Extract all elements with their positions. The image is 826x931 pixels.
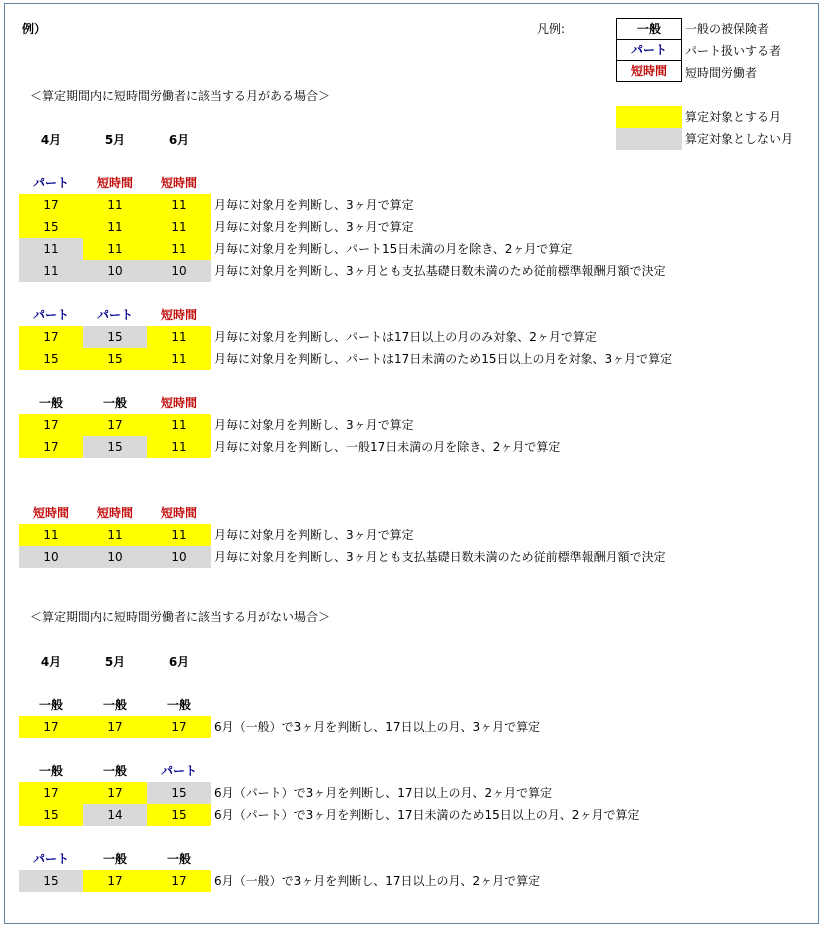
day-count-cell: 17: [83, 716, 147, 738]
day-count-cell: 11: [147, 348, 211, 370]
worker-type-label: パート: [32, 176, 69, 190]
section2-heading: ＜算定期間内に短時間労働者に該当する月がない場合＞: [30, 610, 331, 624]
row-description: 6月（一般）で3ヶ月を判断し、17日以上の月、3ヶ月で算定: [214, 720, 541, 734]
worker-type-label: 短時間: [96, 176, 133, 190]
day-count-cell: 17: [19, 436, 83, 458]
day-count-cell: 11: [19, 524, 83, 546]
day-count-cell: 15: [147, 782, 211, 804]
day-count-cell: 17: [83, 870, 147, 892]
worker-type-label: 一般: [102, 852, 127, 866]
worker-type-label: 短時間: [160, 396, 197, 410]
row-description: 月毎に対象月を判断し、3ヶ月で算定: [214, 198, 414, 212]
day-count-cell: 11: [147, 414, 211, 436]
legend-box-general: 一般: [616, 18, 682, 40]
worker-type-label: 短時間: [160, 506, 197, 520]
row-description: 月毎に対象月を判断し、一般17日未満の月を除き、2ヶ月で算定: [214, 440, 561, 454]
day-count-cell: 15: [19, 216, 83, 238]
section1-month-header: 5月: [104, 133, 126, 147]
legend-text-target: 算定対象とする月: [685, 110, 782, 124]
row-description: 月毎に対象月を判断し、パートは17日以上の月のみ対象、2ヶ月で算定: [214, 330, 597, 344]
day-count-cell: 11: [83, 238, 147, 260]
legend-swatch-nontarget: [616, 128, 682, 150]
worker-type-label: 一般: [102, 396, 127, 410]
section2-month-header: 6月: [168, 655, 190, 669]
section1-month-header: 4月: [40, 133, 62, 147]
day-count-cell: 11: [83, 524, 147, 546]
legend-text-nontarget: 算定対象としない月: [685, 132, 794, 146]
day-count-cell: 15: [147, 804, 211, 826]
row-description: 月毎に対象月を判断し、3ヶ月で算定: [214, 528, 414, 542]
day-count-cell: 17: [19, 194, 83, 216]
day-count-cell: 17: [19, 716, 83, 738]
worker-type-label: 短時間: [32, 506, 69, 520]
day-count-cell: 15: [83, 326, 147, 348]
day-count-cell: 15: [19, 870, 83, 892]
day-count-cell: 11: [147, 524, 211, 546]
legend-heading: 凡例:: [537, 22, 566, 36]
legend-box-part: パート: [616, 40, 682, 61]
worker-type-label: 一般: [102, 764, 127, 778]
day-count-cell: 10: [147, 260, 211, 282]
row-description: 月毎に対象月を判断し、パート15日未満の月を除き、2ヶ月で算定: [214, 242, 573, 256]
worker-type-label: 一般: [38, 764, 63, 778]
row-description: 月毎に対象月を判断し、3ヶ月で算定: [214, 418, 414, 432]
worker-type-label: パート: [96, 308, 133, 322]
day-count-cell: 11: [19, 238, 83, 260]
day-count-cell: 17: [147, 716, 211, 738]
worker-type-label: パート: [32, 308, 69, 322]
worker-type-label: 短時間: [160, 176, 197, 190]
worker-type-label: 一般: [102, 698, 127, 712]
section2-month-header: 5月: [104, 655, 126, 669]
day-count-cell: 17: [19, 782, 83, 804]
row-description: 月毎に対象月を判断し、3ヶ月で算定: [214, 220, 414, 234]
day-count-cell: 17: [83, 414, 147, 436]
legend-text-part: パート扱いする者: [685, 44, 782, 58]
day-count-cell: 11: [147, 436, 211, 458]
day-count-cell: 15: [19, 348, 83, 370]
day-count-cell: 11: [19, 260, 83, 282]
legend-text-short: 短時間労働者: [685, 66, 758, 80]
worker-type-label: 一般: [38, 396, 63, 410]
row-description: 月毎に対象月を判断し、パートは17日未満のため15日以上の月を対象、3ヶ月で算定: [214, 352, 673, 366]
day-count-cell: 10: [147, 546, 211, 568]
legend-box-short: 短時間: [616, 61, 682, 82]
day-count-cell: 17: [19, 414, 83, 436]
worker-type-label: パート: [160, 764, 197, 778]
day-count-cell: 11: [83, 194, 147, 216]
section1-month-header: 6月: [168, 133, 190, 147]
worker-type-label: 短時間: [160, 308, 197, 322]
worker-type-label: 一般: [38, 698, 63, 712]
legend-text-general: 一般の被保険者: [685, 22, 770, 36]
day-count-cell: 11: [147, 216, 211, 238]
day-count-cell: 10: [83, 546, 147, 568]
row-description: 6月（パート）で3ヶ月を判断し、17日以上の月、2ヶ月で算定: [214, 786, 553, 800]
row-description: 6月（パート）で3ヶ月を判断し、17日未満のため15日以上の月、2ヶ月で算定: [214, 808, 640, 822]
row-description: 6月（一般）で3ヶ月を判断し、17日以上の月、2ヶ月で算定: [214, 874, 541, 888]
day-count-cell: 15: [83, 436, 147, 458]
day-count-cell: 17: [19, 326, 83, 348]
worker-type-label: 一般: [166, 698, 191, 712]
day-count-cell: 11: [83, 216, 147, 238]
section2-month-header: 4月: [40, 655, 62, 669]
day-count-cell: 11: [147, 326, 211, 348]
worker-type-label: パート: [32, 852, 69, 866]
row-description: 月毎に対象月を判断し、3ヶ月とも支払基礎日数未満のため従前標準報酬月額で決定: [214, 550, 666, 564]
day-count-cell: 11: [147, 238, 211, 260]
row-description: 月毎に対象月を判断し、3ヶ月とも支払基礎日数未満のため従前標準報酬月額で決定: [214, 264, 666, 278]
day-count-cell: 17: [147, 870, 211, 892]
day-count-cell: 15: [83, 348, 147, 370]
day-count-cell: 17: [83, 782, 147, 804]
day-count-cell: 15: [19, 804, 83, 826]
section1-heading: ＜算定期間内に短時間労働者に該当する月がある場合＞: [30, 89, 331, 103]
day-count-cell: 14: [83, 804, 147, 826]
legend-swatch-target: [616, 106, 682, 128]
example-title: 例）: [22, 22, 47, 36]
worker-type-label: 短時間: [96, 506, 133, 520]
day-count-cell: 11: [147, 194, 211, 216]
day-count-cell: 10: [83, 260, 147, 282]
worker-type-label: 一般: [166, 852, 191, 866]
day-count-cell: 10: [19, 546, 83, 568]
